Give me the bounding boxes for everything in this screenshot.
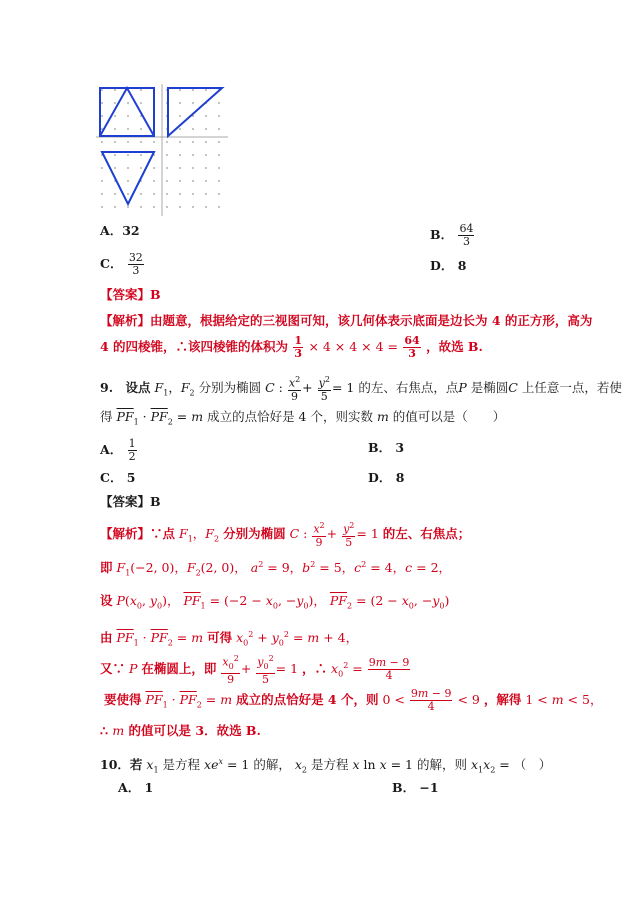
grid-dot [218, 206, 220, 208]
grid-dot [218, 141, 220, 143]
grid-dot [192, 89, 194, 91]
grid-dot [114, 154, 116, 156]
grid-dot [166, 167, 168, 169]
q9-stem-text-2: 的左、右焦点，点 [358, 379, 459, 395]
grid-dot [205, 128, 207, 130]
grid-dot [218, 115, 220, 117]
q9-analysis-text-11: 要使得 [104, 692, 142, 707]
grid-dot [192, 167, 194, 169]
grid-dot [127, 102, 129, 104]
q8-answer: 【答案】B [100, 287, 161, 302]
q8-analysis-end: ，故选 B. [426, 339, 483, 354]
grid-dot [114, 115, 116, 117]
grid-dot [140, 89, 142, 91]
q8-option-b-num: 64 [459, 222, 474, 235]
q9-analysis-text-7: 可得 [207, 630, 233, 646]
grid-dot [114, 141, 116, 143]
q9-stem-number: 9. 设点 [100, 379, 151, 395]
grid-dot [101, 141, 103, 143]
q8-option-b-den: 3 [462, 235, 470, 248]
q9-analysis-line3: 设 $P(x_0$, $y_0$)， $\overline{PF}_1 = (-2 - x_0$, $-y_0$)， $\overline{PF}_2 = (2 - x_0$, $-y_0$) [100, 593, 450, 611]
q8-option-d: D． 8 [430, 258, 467, 273]
q9-analysis-text-8: 又∵ [100, 660, 126, 676]
grid-dot [218, 193, 220, 195]
grid-dot [179, 154, 181, 156]
q8-analysis-line1: 【解析】由题意，根据给定的三视图可知，该几何体表示底面是边长为 4 的正方形，高为 [100, 313, 593, 328]
grid-dot [153, 167, 155, 169]
top-view-triangle [102, 152, 154, 204]
grid-dot [166, 141, 168, 143]
q9-analysis-text-15: 的值可以是 3．故选 B. [128, 723, 261, 738]
q9-stem-text-1: 分别为椭圆 [198, 379, 262, 395]
q9-analysis-text-13: ，解得 [483, 692, 522, 707]
grid-dot [205, 141, 207, 143]
grid-dot [179, 115, 181, 117]
q9-analysis-text-12: 成立的点恰好是 4 个，则 [236, 692, 379, 707]
grid-dot [153, 141, 155, 143]
grid-dot [192, 102, 194, 104]
grid-dot [101, 89, 103, 91]
grid-dot [218, 180, 220, 182]
q9-stem-text-7: 的值可以是（ ） [392, 409, 506, 424]
grid-dot [218, 102, 220, 104]
q10-option-a: A． 1 [118, 780, 154, 795]
q8-option-c-num: 32 [128, 251, 143, 264]
grid-dot [140, 167, 142, 169]
q8-option-b-label: B． [430, 227, 454, 242]
grid-dot [166, 154, 168, 156]
q8-option-c [100, 252, 145, 277]
q9-stem-line1: 9. 设点 $F_1$，$F_2$ 分别为椭圆 C : $\frac{x^2}{9}$ + $\frac{y^2}{5}$ = 1 的左、右焦点，点P 是椭圆C 上任意一点，若使 [100, 375, 622, 403]
q10-stem-text-1: 10．若 [100, 757, 143, 773]
grid-dot [127, 154, 129, 156]
grid-dot [192, 141, 194, 143]
grid-dot [179, 89, 181, 91]
q8-option-c-label: C． [100, 256, 123, 271]
q10-stem-text-3: 的解， [253, 757, 291, 773]
q9-option-a-num: 1 [128, 437, 136, 450]
q9-option-a-den: 2 [128, 450, 136, 463]
grid-dot [114, 206, 116, 208]
grid-dot [101, 167, 103, 169]
q9-analysis-text-10: ，∴ [302, 660, 328, 676]
q9-analysis-line2: 即 $F_1(-2$, 0)，$F_2(2$, 0)， $a^2 = 9$，$b^2 = 5$，$c^2 = 4$，c = 2， [100, 560, 452, 578]
side-view-triangle [168, 88, 222, 136]
grid-dot [218, 167, 220, 169]
q8-analysis-frac2 [403, 335, 420, 360]
grid-dot [205, 206, 207, 208]
grid-dot [179, 193, 181, 195]
grid-dot [192, 154, 194, 156]
q9-analysis-line1: 【解析】∵点 $F_1$，$F_2$ 分别为椭圆 C : $\frac{x^2}{9}$ + $\frac{y^2}{5}$ = 1 的左、右焦点； [100, 521, 471, 549]
q9-analysis-text-1: 【解析】∵点 [100, 525, 176, 541]
q9-analysis-text-6: 由 [100, 630, 113, 646]
q10-stem-text-4: 是方程 [311, 757, 349, 773]
grid-dot [192, 128, 194, 130]
grid-dot [153, 206, 155, 208]
grid-dot [127, 193, 129, 195]
grid-dot [179, 128, 181, 130]
q9-option-a-fraction [128, 438, 137, 463]
q8-option-c-fraction [128, 252, 144, 277]
q8-frac1-den: 3 [294, 347, 303, 360]
grid-dot [101, 206, 103, 208]
grid-dot [205, 89, 207, 91]
grid-dot [179, 167, 181, 169]
grid-dot [166, 180, 168, 182]
q8-frac2-den: 3 [408, 347, 416, 360]
grid-dot [205, 154, 207, 156]
grid-dot [114, 167, 116, 169]
three-view-figure [92, 80, 232, 220]
grid-dot [166, 206, 168, 208]
q8-option-b-fraction [458, 223, 474, 248]
grid-dot [218, 154, 220, 156]
q9-analysis-line6: 要使得 $\overline{PF}_1 \cdot \overline{PF}_2 = m$ 成立的点恰好是 4 个，则 0 < $\frac{9m - 9}{4}$ < 9 ，解得 1 < m < 5， [104, 687, 603, 713]
grid-dot [127, 141, 129, 143]
q9-analysis-line4: 由 $\overline{PF}_1 \cdot \overline{PF}_2 = m$ 可得 $x_0^2 + y_0^2 = m + 4$， [100, 630, 359, 648]
q9-stem-text-6: 成立的点恰好是 4 个，则实数 [207, 409, 373, 424]
grid-dot [205, 180, 207, 182]
q10-stem: 10．若 $x_1$ 是方程 $xe^x = 1$ 的解， $x_2$ 是方程 x ln x = 1 的解，则 $x_1x_2$ = （ ） [100, 757, 552, 775]
q10-option-b: B． −1 [392, 780, 439, 795]
q8-analysis-product: × 4 × 4 × 4 = [308, 339, 399, 354]
grid-dot [140, 128, 142, 130]
grid-dot [218, 128, 220, 130]
q9-analysis-text-2: 分别为椭圆 [223, 525, 286, 541]
q10-stem-text-2: 是方程 [162, 757, 201, 773]
grid-dot [140, 154, 142, 156]
q9-analysis-text-3: 的左、右焦点； [382, 525, 471, 541]
grid-dot [192, 206, 194, 208]
grid-dot [166, 193, 168, 195]
grid-dot [179, 206, 181, 208]
grid-dot [140, 141, 142, 143]
q10-stem-text-6: （ ） [513, 757, 552, 773]
q9-answer: 【答案】B [100, 494, 161, 509]
grid-dot [153, 193, 155, 195]
grid-dot [153, 180, 155, 182]
grid-dot [114, 102, 116, 104]
q8-option-c-den: 3 [132, 264, 140, 277]
grid-dot [140, 206, 142, 208]
q8-analysis-text: 4 的四棱锥，∴该四棱锥的体积为 [100, 339, 289, 354]
grid-dot [205, 115, 207, 117]
grid-dot [192, 180, 194, 182]
grid-dot [140, 193, 142, 195]
q9-analysis-text-5: 设 [100, 593, 113, 608]
grid-dot [205, 193, 207, 195]
grid-dot [101, 193, 103, 195]
grid-dot [114, 193, 116, 195]
q8-analysis-line2 [100, 335, 483, 360]
q8-frac1-num: 1 [294, 334, 303, 347]
grid-dot [101, 102, 103, 104]
grid-dot [101, 115, 103, 117]
q9-option-a [100, 438, 138, 463]
q9-stem-text-3: 是椭圆 [470, 379, 509, 395]
q9-option-d: D． 8 [368, 470, 405, 485]
q8-analysis-frac1 [293, 335, 303, 360]
q9-stem-text-4: 上任意一点，若使 [521, 379, 622, 395]
grid-dot [179, 180, 181, 182]
q9-option-b: B． 3 [368, 440, 405, 455]
grid-dot [192, 193, 194, 195]
grid-dot [127, 115, 129, 117]
grid-dot [127, 128, 129, 130]
q9-option-a-label: A． [100, 442, 123, 457]
q9-stem-line2: 得 $\overline{PF}_1 \cdot \overline{PF}_2 = m$ 成立的点恰好是 4 个，则实数 m 的值可以是（ ） [100, 409, 506, 427]
q9-analysis-text-4: 即 [100, 560, 113, 576]
q8-option-a: A．32 [100, 223, 140, 238]
grid-dot [179, 102, 181, 104]
grid-dot [114, 128, 116, 130]
grid-dot [114, 89, 116, 91]
grid-dot [140, 102, 142, 104]
grid-dot [127, 167, 129, 169]
grid-dot [127, 206, 129, 208]
grid-dot [179, 141, 181, 143]
q9-analysis-text-9: 在椭圆上，即 [141, 660, 217, 676]
grid-dot [205, 167, 207, 169]
front-view-square [100, 88, 154, 136]
grid-dot [101, 180, 103, 182]
q9-analysis-text-14: ∴ [100, 723, 108, 738]
grid-dot [127, 180, 129, 182]
front-view-triangle [100, 88, 154, 136]
q9-analysis-line7: ∴ m 的值可以是 3．故选 B. [100, 723, 261, 738]
q10-stem-text-5: 的解，则 [416, 757, 467, 773]
q8-option-b [430, 223, 475, 248]
q9-analysis-line5: 又∵ P 在椭圆上，即 $\frac{x_0^2}{9}$ + $\frac{y_0^2}{5}$ = 1 ，∴ $x_0^2$ = $\frac{9m - 9}{4}$ [100, 654, 410, 686]
q8-frac2-num: 64 [404, 334, 420, 347]
q9-option-c: C． 5 [100, 470, 136, 485]
q9-stem-text-5: 得 [100, 409, 113, 424]
